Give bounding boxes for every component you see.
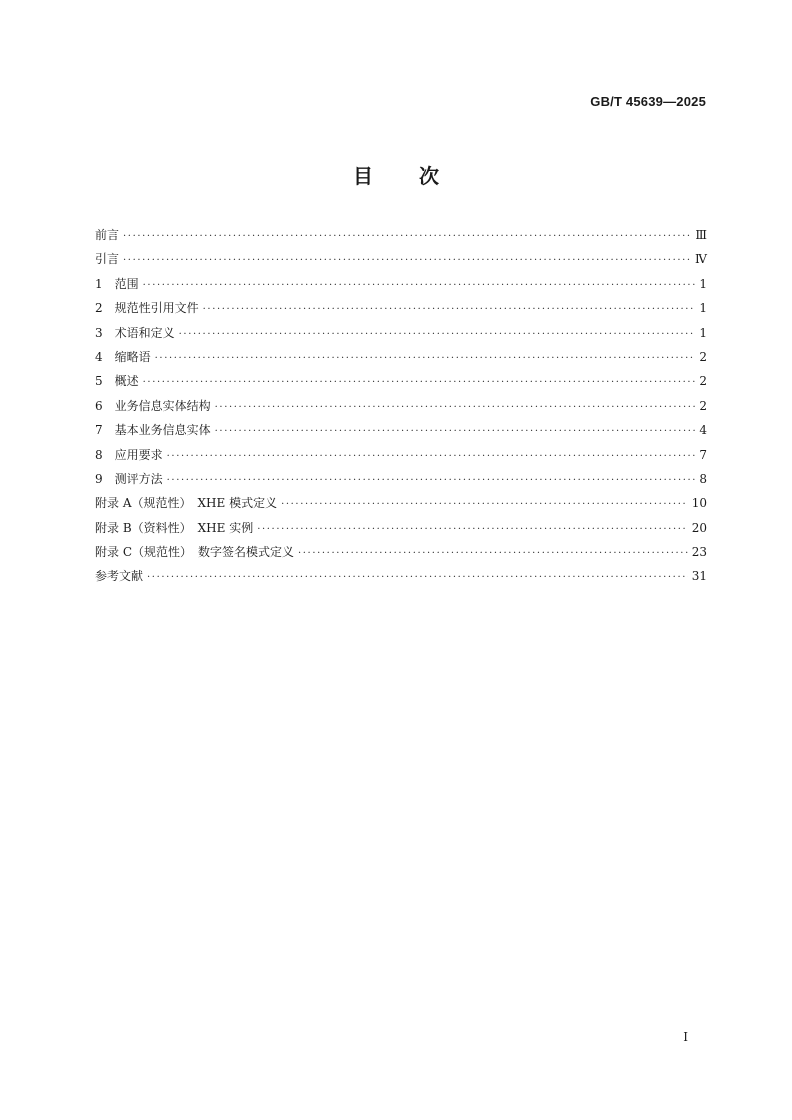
toc-entry-label: 附录 A（规范性） XHE 模式定义: [95, 496, 278, 511]
toc-entry-page: 23: [691, 545, 707, 560]
table-of-contents: [95, 226, 707, 592]
toc-entry-page: 1: [699, 276, 707, 291]
toc-entry-label: 前言: [95, 228, 120, 242]
toc-entry-abbreviations[interactable]: [95, 348, 707, 372]
toc-entry-label: 4 缩略语: [95, 349, 151, 364]
toc-leader-dots: [298, 548, 688, 559]
toc-entry-page: 1: [699, 325, 707, 340]
toc-entry-label: 3 术语和定义: [95, 325, 175, 340]
toc-leader-dots: [179, 329, 696, 340]
toc-entry-overview[interactable]: [95, 372, 707, 396]
page-title: [0, 160, 792, 189]
toc-entry-page: 8: [699, 471, 707, 486]
toc-entry-annex-b[interactable]: [95, 519, 707, 543]
page-number: I: [683, 1030, 688, 1044]
toc-leader-dots: [203, 304, 696, 315]
toc-leader-dots: [155, 353, 696, 364]
toc-entry-page: 2: [699, 374, 707, 389]
toc-entry-label: 6 业务信息实体结构: [95, 398, 211, 413]
toc-entry-page: 10: [691, 496, 707, 511]
toc-leader-dots: [167, 451, 696, 462]
toc-entry-page: 4: [699, 423, 707, 438]
toc-leader-dots: [215, 426, 696, 437]
toc-leader-dots: [281, 499, 688, 510]
toc-entry-label: 引言: [95, 252, 120, 267]
title-char-1: 目: [353, 164, 373, 188]
toc-leader-dots: [143, 377, 696, 388]
toc-entry-application-requirements[interactable]: [95, 446, 707, 470]
toc-entry-bibliography[interactable]: [95, 567, 707, 591]
toc-entry-foreword[interactable]: [95, 226, 707, 250]
toc-entry-page: 1: [699, 301, 707, 316]
toc-leader-dots: [215, 402, 696, 413]
toc-entry-evaluation-methods[interactable]: [95, 470, 707, 494]
toc-entry-label: 9 测评方法: [95, 471, 163, 486]
toc-entry-label: 附录 C（规范性） 数字签名模式定义: [95, 545, 294, 560]
toc-leader-dots: [167, 475, 696, 486]
toc-leader-dots: [143, 280, 696, 291]
toc-entry-label: 1 范围: [95, 276, 139, 291]
toc-entry-terms-definitions[interactable]: [95, 324, 707, 348]
toc-leader-dots: [123, 255, 691, 266]
toc-entry-introduction[interactable]: [95, 250, 707, 274]
toc-leader-dots: [147, 572, 688, 583]
toc-entry-page: 7: [699, 447, 707, 462]
toc-entry-label: 2 规范性引用文件: [95, 301, 199, 316]
toc-entry-entity-structure[interactable]: [95, 397, 707, 421]
toc-leader-dots: [123, 231, 691, 242]
toc-entry-page: Ⅲ: [695, 228, 707, 242]
toc-entry-label: 附录 B（资料性） XHE 实例: [95, 520, 254, 535]
title-char-2: 次: [419, 164, 439, 188]
toc-entry-label: 8 应用要求: [95, 447, 163, 462]
toc-entry-page: Ⅳ: [695, 252, 707, 267]
toc-entry-page: 2: [699, 349, 707, 364]
toc-entry-label: 参考文献: [95, 569, 144, 584]
toc-entry-annex-c[interactable]: [95, 543, 707, 567]
toc-entry-page: 2: [699, 398, 707, 413]
toc-entry-page: 31: [691, 569, 707, 584]
toc-leader-dots: [257, 524, 688, 535]
toc-entry-page: 20: [691, 520, 707, 535]
standard-code: GB/T 45639—2025: [590, 94, 706, 109]
toc-entry-annex-a[interactable]: [95, 494, 707, 518]
toc-entry-label: 7 基本业务信息实体: [95, 423, 211, 438]
toc-entry-label: 5 概述: [95, 374, 139, 389]
toc-entry-basic-entities[interactable]: [95, 421, 707, 445]
toc-entry-scope[interactable]: [95, 275, 707, 299]
toc-entry-normative-references[interactable]: [95, 299, 707, 323]
